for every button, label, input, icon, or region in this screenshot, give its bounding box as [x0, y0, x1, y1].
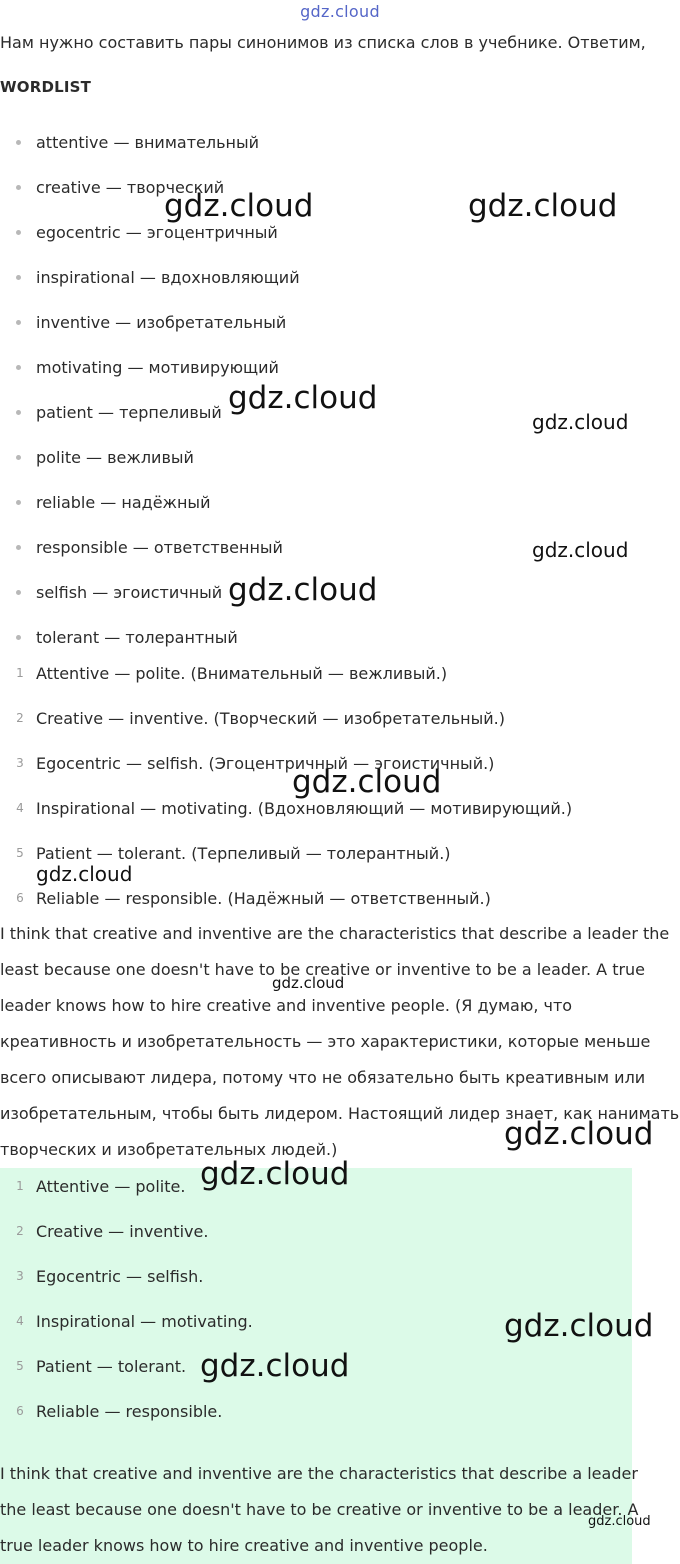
site-watermark-top: gdz.cloud: [300, 2, 380, 21]
wordlist-item: attentive — внимательный: [0, 120, 680, 165]
bullet-icon: [16, 590, 21, 595]
item-number: 1: [16, 1179, 24, 1193]
answer-item: 2 Creative — inventive. (Творческий — изобретательный.): [0, 696, 680, 741]
wordlist-item: tolerant — толерантный: [0, 615, 680, 660]
answer-list: [0, 651, 680, 921]
bullet-icon: [16, 545, 21, 550]
item-number: 6: [16, 1404, 24, 1418]
wordlist: [0, 120, 680, 660]
bullet-icon: [16, 365, 21, 370]
watermark: gdz.cloud: [292, 764, 442, 800]
wordlist-heading: WORDLIST: [0, 78, 92, 96]
bullet-icon: [16, 320, 21, 325]
wordlist-item: responsible — ответственный: [0, 525, 680, 570]
bullet-icon: [16, 500, 21, 505]
final-answer-item: 1 Attentive — polite.: [0, 1164, 680, 1209]
wordlist-item: motivating — мотивирующий: [0, 345, 680, 390]
answer-paragraph: I think that creative and inventive are the characteristics that describe a leader the least because one doesn't have to be creative or inventive to be a leader. A true leader knows how to hire creative and inventive people. (Я думаю, что креативность и изобретательность — это характеристики, которые меньше всего описывают лидера, потому что не обязательно быть креативным или изобретательным, чтобы быть лидером. Настоящий лидер знает, как нанимать творческих и изобретательных людей.): [0, 924, 680, 1159]
item-number: 4: [16, 1314, 24, 1328]
wordlist-item: egocentric — эгоцентричный: [0, 210, 680, 255]
final-answer-item: 4 Inspirational — motivating.: [0, 1299, 680, 1344]
answer-item: 5 Patient — tolerant. (Терпеливый — толерантный.): [0, 831, 680, 876]
wordlist-item: creative — творческий: [0, 165, 680, 210]
final-answer-item: 2 Creative — inventive.: [0, 1209, 680, 1254]
watermark: gdz.cloud: [36, 862, 133, 886]
answer-item: 3 Egocentric — selfish. (Эгоцентричный — эгоистичный.): [0, 741, 680, 786]
item-number: 4: [16, 801, 24, 815]
final-answer-item: 6 Reliable — responsible.: [0, 1389, 680, 1434]
watermark: gdz.cloud: [468, 188, 618, 224]
final-answer-paragraph: I think that creative and inventive are the characteristics that describe a leader the least because one doesn't have to be creative or inventive to be a leader. A true leader knows how to hire creative and inventive people.: [0, 1464, 639, 1555]
bullet-icon: [16, 275, 21, 280]
watermark: gdz.cloud: [200, 1156, 350, 1192]
bullet-icon: [16, 230, 21, 235]
bullet-icon: [16, 140, 21, 145]
wordlist-item: patient — терпеливый: [0, 390, 680, 435]
watermark: gdz.cloud: [228, 380, 378, 416]
watermark: gdz.cloud: [272, 974, 345, 992]
bullet-icon: [16, 455, 21, 460]
intro-text: Нам нужно составить пары синонимов из списка слов в учебнике. Ответим,: [0, 33, 646, 52]
item-number: 6: [16, 891, 24, 905]
watermark: gdz.cloud: [532, 538, 629, 562]
answer-item: 6 Reliable — responsible. (Надёжный — ответственный.): [0, 876, 680, 921]
watermark: gdz.cloud: [532, 410, 629, 434]
bullet-icon: [16, 410, 21, 415]
bullet-icon: [16, 185, 21, 190]
item-number: 5: [16, 846, 24, 860]
final-answer-list: [0, 1164, 680, 1434]
wordlist-item: inspirational — вдохновляющий: [0, 255, 680, 300]
wordlist-item: polite — вежливый: [0, 435, 680, 480]
bullet-icon: [16, 635, 21, 640]
item-number: 1: [16, 666, 24, 680]
watermark: gdz.cloud: [588, 1514, 651, 1529]
item-number: 2: [16, 711, 24, 725]
item-number: 3: [16, 1269, 24, 1283]
item-number: 3: [16, 756, 24, 770]
item-number: 5: [16, 1359, 24, 1373]
watermark: gdz.cloud: [164, 188, 314, 224]
watermark: gdz.cloud: [200, 1348, 350, 1384]
final-answer-item: 5 Patient — tolerant.: [0, 1344, 680, 1389]
watermark: gdz.cloud: [228, 572, 378, 608]
wordlist-item: selfish — эгоистичный: [0, 570, 680, 615]
watermark: gdz.cloud: [504, 1116, 654, 1152]
wordlist-item: inventive — изобретательный: [0, 300, 680, 345]
answer-item: 1 Attentive — polite. (Внимательный — вежливый.): [0, 651, 680, 696]
watermark: gdz.cloud: [504, 1308, 654, 1344]
item-number: 2: [16, 1224, 24, 1238]
wordlist-item: reliable — надёжный: [0, 480, 680, 525]
final-answer-item: 3 Egocentric — selfish.: [0, 1254, 680, 1299]
answer-item: 4 Inspirational — motivating. (Вдохновляющий — мотивирующий.): [0, 786, 680, 831]
